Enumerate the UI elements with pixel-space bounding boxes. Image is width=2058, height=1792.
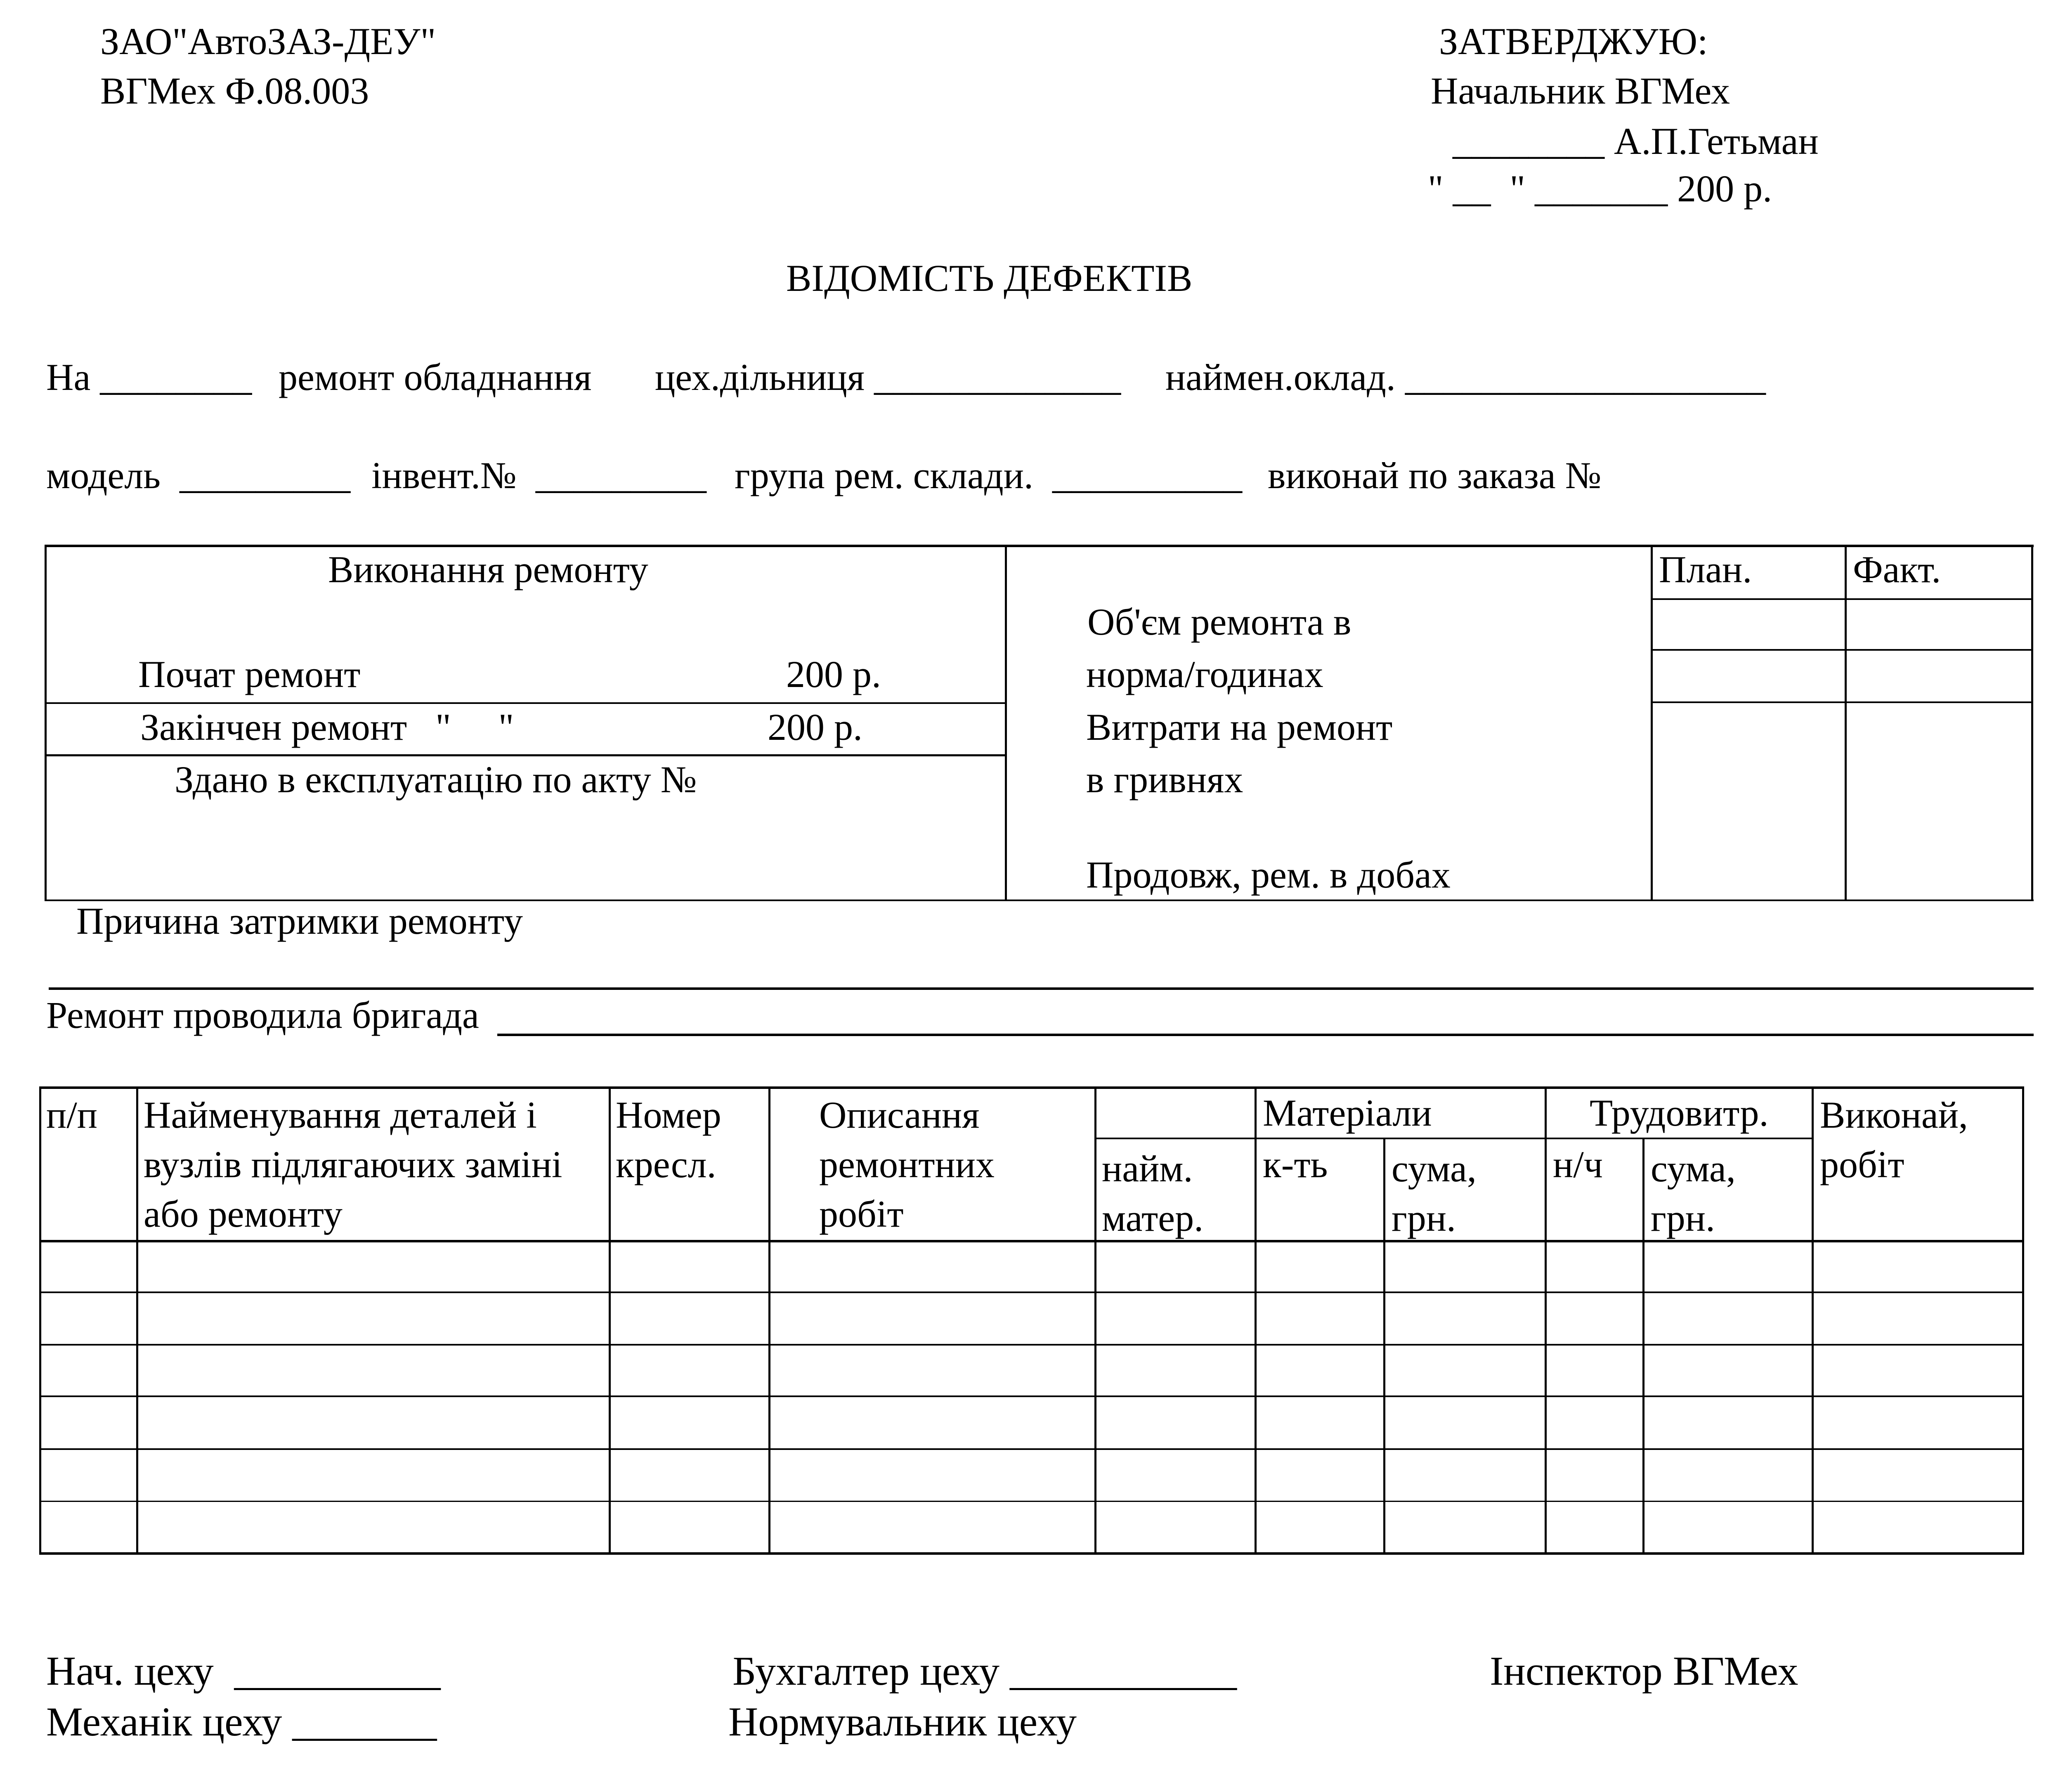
col-header-executor-line1: Виконай, [1820, 1094, 1968, 1136]
brigade-line [497, 1034, 2034, 1036]
col-header-material-qty: к-ть [1263, 1143, 1328, 1185]
repair-execution-title: Виконання ремонту [328, 548, 648, 590]
volume-label-line2: норма/годинах [1086, 653, 1323, 695]
repair-type-field: На ________ [46, 356, 252, 398]
volume-label-line1: Об'єм ремонта в [1087, 601, 1352, 643]
materials-group-header: Матеріали [1263, 1092, 1432, 1134]
col-header-material-sum-line1: сума, [1392, 1147, 1477, 1190]
repair-equipment-label: ремонт обладнання [279, 356, 592, 398]
inspector-signature: Інспектор ВГМех [1490, 1648, 1798, 1694]
repair-end-label: Закінчен ремонт " " [140, 706, 514, 748]
document-title: ВІДОМІСТЬ ДЕФЕКТІВ [786, 257, 1193, 299]
inventory-number-field: інвент.№ _________ [371, 454, 706, 496]
col-header-number: п/п [46, 1094, 98, 1136]
col-header-drawing-line2: кресл. [616, 1143, 716, 1185]
col-header-name-line1: Найменування деталей і [144, 1094, 537, 1136]
equipment-name-field: наймен.оклад. ___________________ [1165, 356, 1766, 398]
repair-start-label: Почат ремонт [138, 653, 361, 695]
approve-date-line: " __ " _______ 200 р. [1428, 168, 1772, 210]
handed-over-label: Здано в експлуатацію по акту № [175, 758, 697, 800]
repair-start-year: 200 р. [786, 653, 881, 695]
col-header-labor-sum-line2: грн. [1651, 1197, 1715, 1239]
col-header-labor-hours: н/ч [1553, 1143, 1603, 1185]
repair-end-year: 200 р. [768, 706, 862, 748]
shop-accountant-signature: Бухгалтер цеху ___________ [732, 1648, 1237, 1694]
col-header-material-name-line2: матер. [1102, 1197, 1204, 1239]
col-header-labor-sum-line1: сума, [1651, 1147, 1736, 1190]
shop-head-signature: Нач. цеху __________ [46, 1648, 441, 1694]
col-header-drawing-line1: Номер [616, 1094, 721, 1136]
col-header-desc-line3: робіт [819, 1193, 904, 1235]
delay-reason-label: Причина затримки ремонту [76, 900, 523, 942]
cost-label-line2: в гривнях [1086, 758, 1243, 800]
col-header-desc-line1: Описання [819, 1094, 980, 1136]
approver-signature-line: ________ А.П.Гетьман [1453, 120, 1819, 162]
plan-header: План. [1659, 548, 1752, 590]
shop-mechanic-signature: Механік цеху _______ [46, 1699, 437, 1745]
brigade-label: Ремонт проводила бригада [46, 994, 479, 1036]
col-header-material-sum-line2: грн. [1392, 1197, 1456, 1239]
fact-header: Факт. [1853, 548, 1941, 590]
form-code: ВГМех Ф.08.003 [100, 70, 369, 112]
section-field: цех.дільниця _____________ [655, 356, 1121, 398]
col-header-executor-line2: робіт [1820, 1143, 1904, 1185]
model-field: модель _________ [46, 454, 351, 496]
col-header-name-line2: вузлів підлягаючих заміні [144, 1143, 562, 1185]
approve-label: ЗАТВЕРДЖУЮ: [1439, 20, 1708, 62]
duration-label: Продовж, рем. в добах [1086, 854, 1451, 896]
labor-group-header: Трудовитр. [1590, 1092, 1769, 1134]
delay-reason-line [49, 987, 2034, 990]
repair-group-field: група рем. склади. __________ [735, 454, 1242, 496]
order-number-field: виконай по заказа № [1268, 454, 1602, 496]
col-header-name-line3: або ремонту [144, 1193, 343, 1235]
cost-label-line1: Витрати на ремонт [1086, 706, 1393, 748]
shop-normer-signature: Нормувальник цеху [728, 1699, 1077, 1745]
organization-name: ЗАО"АвтоЗАЗ-ДЕУ" [100, 20, 436, 62]
col-header-material-name-line1: найм. [1102, 1147, 1193, 1190]
approver-title: Начальник ВГМех [1431, 70, 1730, 112]
col-header-desc-line2: ремонтних [819, 1143, 995, 1185]
